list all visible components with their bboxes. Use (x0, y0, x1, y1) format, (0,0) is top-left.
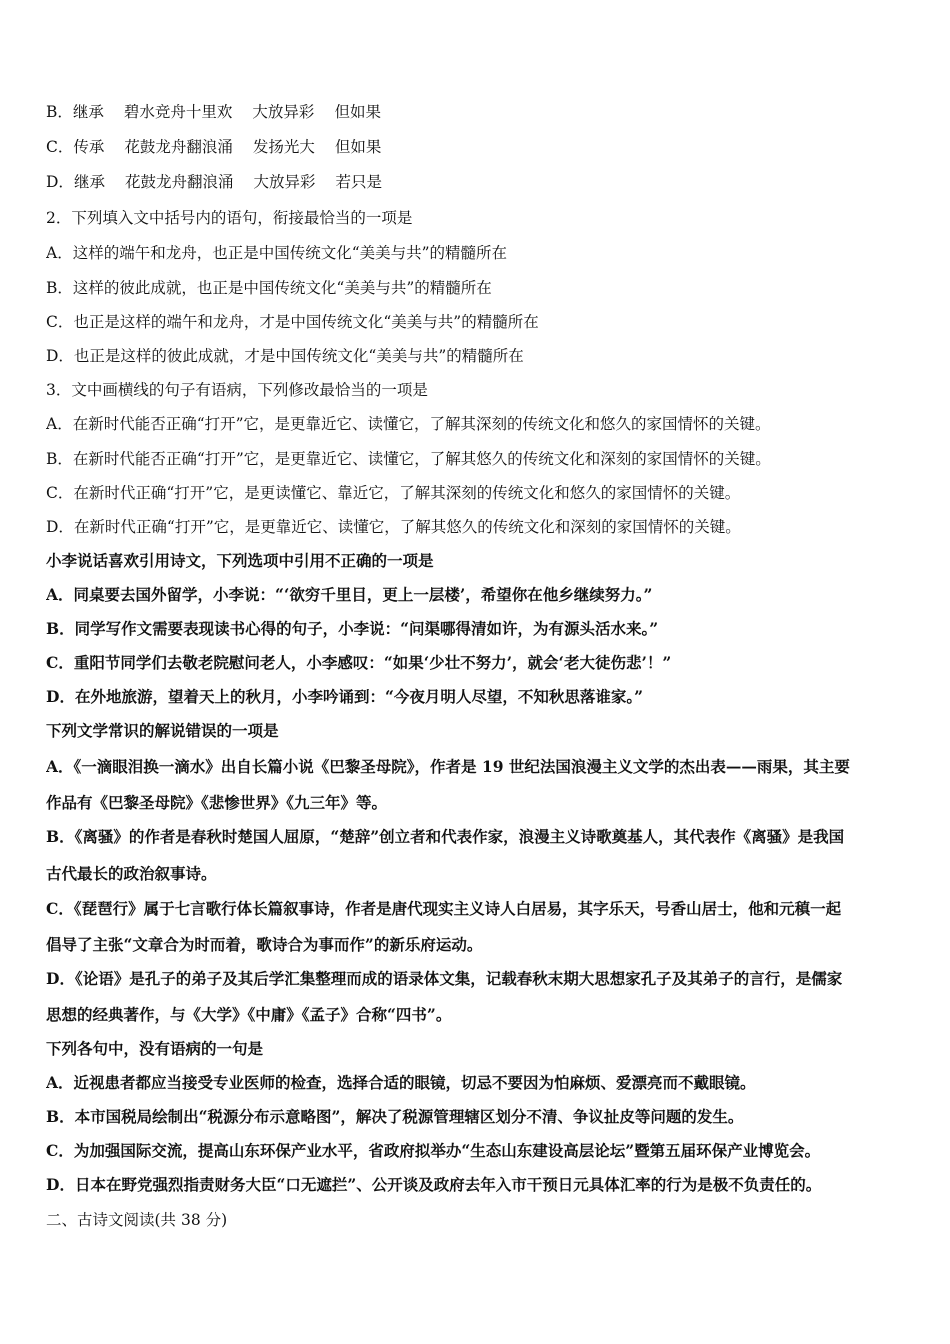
q3-option-a: A．在新时代能否正确“打开”它，是更靠近它、读懂它，了解其深刻的传统文化和悠久的家国情怀的关键。 (46, 415, 771, 433)
q2-option-b: B．这样的彼此成就，也正是中国传统文化“美美与共”的精髓所在 (46, 279, 492, 297)
option-word: 碧水竞舟十里欢 (123, 103, 233, 121)
option-label: B． (46, 103, 73, 121)
option-label: D． (46, 173, 74, 191)
option-word: 发扬光大 (252, 138, 315, 156)
q3-option-b: B．在新时代能否正确“打开”它，是更靠近它、读懂它，了解其悠久的传统文化和深刻的家国情怀的关键。 (46, 450, 771, 468)
option-word: 大放异彩 (252, 103, 315, 121)
q5-option-d-line2: 思想的经典著作，与《大学》《中庸》《孟子》合称“四书”。 (46, 1005, 452, 1024)
q5-option-b-line2: 古代最长的政治叙事诗。 (46, 864, 217, 883)
option-word: 但如果 (334, 103, 381, 121)
option-word: 花鼓龙舟翻浪涌 (124, 173, 234, 191)
q4-option-a: A．同桌要去国外留学，小李说：“‘欲穷千里目，更上一层楼’，希望你在他乡继续努力。” (46, 585, 653, 604)
q5-option-c-line1: C．《琵琶行》属于七言歌行体长篇叙事诗，作者是唐代现实主义诗人白居易，其字乐天，号香山居士，他和元稹一起 (46, 899, 842, 918)
q5-option-a-line2: 作品有《巴黎圣母院》《悲惨世界》《九三年》等。 (46, 793, 388, 812)
q1-option-b (46, 102, 911, 122)
q5-option-c-line2: 倡导了主张“文章合为时而着，歌诗合为事而作”的新乐府运动。 (46, 935, 483, 954)
q5-option-a-line1: A．《一滴眼泪换一滴水》出自长篇小说《巴黎圣母院》，作者是 19 世纪法国浪漫主义文学的杰出表——雨果，其主要 (46, 757, 850, 776)
q2-option-c: C．也正是这样的端午和龙舟，才是中国传统文化“美美与共”的精髓所在 (46, 313, 539, 331)
q4-option-c: C．重阳节同学们去敬老院慰问老人，小李感叹：“如果‘少壮不努力’，就会‘老大徒伤悲’！” (46, 653, 672, 672)
q6-stem: 下列各句中，没有语病的一句是 (46, 1039, 264, 1058)
q3-stem: 3．文中画横线的句子有语病，下列修改最恰当的一项是 (46, 381, 428, 399)
q4-stem: 小李说话喜欢引用诗文，下列选项中引用不正确的一项是 (46, 551, 434, 570)
q6-option-c: C．为加强国际交流，提高山东环保产业水平，省政府拟举办“生态山东建设高层论坛”暨第五届环保产业博览会。 (46, 1141, 821, 1160)
q6-option-a: A．近视患者都应当接受专业医师的检查，选择合适的眼镜，切忌不要因为怕麻烦、爱漂亮而不戴眼镜。 (46, 1073, 756, 1092)
section-heading: 二、古诗文阅读(共 38 分) (46, 1211, 228, 1229)
q5-option-d-line1: D．《论语》是孔子的弟子及其后学汇集整理而成的语录体文集，记载春秋末期大思想家孔子及其弟子的言行，是儒家 (46, 969, 843, 988)
q6-option-b: B．本市国税局绘制出“税源分布示意略图”，解决了税源管理辖区划分不清、争议扯皮等问题的发生。 (46, 1107, 744, 1126)
q5-option-b-line1: B．《离骚》的作者是春秋时楚国人屈原，“楚辞”创立者和代表作家，浪漫主义诗歌奠基人，其代表作《离骚》是我国 (46, 827, 845, 846)
q2-stem: 2．下列填入文中括号内的语句，衔接最恰当的一项是 (46, 209, 413, 227)
option-word: 若只是 (335, 173, 382, 191)
option-word: 大放异彩 (253, 173, 316, 191)
q1-option-c (46, 137, 911, 157)
q4-option-b: B．同学写作文需要表现读书心得的句子，小李说：“问渠哪得清如许，为有源头活水来。” (46, 619, 659, 638)
q3-option-d: D．在新时代正确“打开”它，是更靠近它、读懂它，了解其悠久的传统文化和深刻的家国情怀的关键。 (46, 518, 741, 536)
option-label: C． (46, 138, 74, 156)
option-word: 花鼓龙舟翻浪涌 (124, 138, 233, 156)
option-word: 但如果 (334, 138, 382, 156)
q6-option-d: D．日本在野党强烈指责财务大臣“口无遮拦”、公开谈及政府去年入市干预日元具体汇率的行为是极不负责任的。 (46, 1175, 822, 1194)
q1-option-d (46, 172, 911, 192)
q3-option-c: C．在新时代正确“打开”它，是更读懂它、靠近它，了解其深刻的传统文化和悠久的家国情怀的关键。 (46, 484, 741, 502)
q2-option-d: D．也正是这样的彼此成就，才是中国传统文化“美美与共”的精髓所在 (46, 347, 524, 365)
option-word: 继承 (73, 173, 105, 191)
q5-stem: 下列文学常识的解说错误的一项是 (46, 721, 279, 740)
q4-option-d: D．在外地旅游，望着天上的秋月，小李吟诵到：“今夜月明人尽望，不知秋思落谁家。” (46, 687, 644, 706)
option-word: 传承 (73, 138, 105, 156)
option-word: 继承 (72, 103, 104, 121)
q2-option-a: A．这样的端午和龙舟，也正是中国传统文化“美美与共”的精髓所在 (46, 244, 508, 262)
